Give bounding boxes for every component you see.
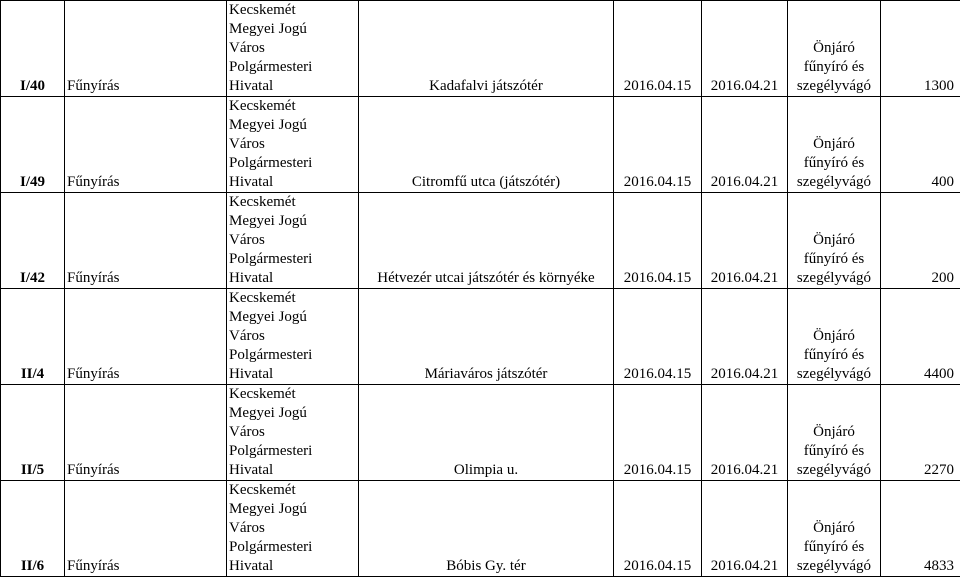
equipment-cell bbox=[788, 481, 881, 577]
quantity-cell: 4400 bbox=[881, 289, 960, 385]
organization-cell-line: Hivatal bbox=[229, 174, 274, 190]
location-cell: Hétvezér utcai játszótér és környéke bbox=[359, 193, 614, 289]
start-date-cell: 2016.04.15 bbox=[614, 193, 702, 289]
equipment-cell-line: Önjáró bbox=[813, 136, 855, 152]
equipment-cell-line: szegélyvágó bbox=[796, 78, 872, 94]
organization-cell-line: Kecskemét bbox=[229, 98, 296, 114]
organization-cell-line: Polgármesteri bbox=[229, 539, 313, 555]
organization-cell-line: Megyei Jogú bbox=[229, 309, 307, 325]
organization-cell bbox=[227, 193, 359, 289]
organization-cell-line: Polgármesteri bbox=[229, 251, 313, 267]
end-date-cell: 2016.04.21 bbox=[702, 193, 788, 289]
location-cell: Kadafalvi játszótér bbox=[359, 1, 614, 97]
quantity-cell: 4833 bbox=[881, 481, 960, 577]
equipment-cell bbox=[788, 385, 881, 481]
equipment-cell-line: Önjáró bbox=[813, 328, 855, 344]
equipment-cell-line: fűnyíró és bbox=[803, 443, 865, 459]
equipment-cell-line: Önjáró bbox=[813, 40, 855, 56]
organization-cell-line: Polgármesteri bbox=[229, 59, 313, 75]
task-cell: Fűnyírás bbox=[65, 97, 227, 193]
row-id: II/5 bbox=[1, 385, 65, 481]
location-cell: Bóbis Gy. tér bbox=[359, 481, 614, 577]
organization-cell bbox=[227, 97, 359, 193]
organization-cell-line: Kecskemét bbox=[229, 482, 296, 498]
row-id: I/49 bbox=[1, 97, 65, 193]
organization-cell-line: Város bbox=[229, 136, 265, 152]
equipment-cell-line: szegélyvágó bbox=[796, 462, 872, 478]
organization-cell-line: Hivatal bbox=[229, 558, 274, 574]
organization-cell-line: Megyei Jogú bbox=[229, 405, 307, 421]
table-row bbox=[1, 193, 960, 289]
table-row bbox=[1, 1, 960, 97]
task-cell: Fűnyírás bbox=[65, 385, 227, 481]
quantity-cell: 200 bbox=[881, 193, 960, 289]
row-id: I/42 bbox=[1, 193, 65, 289]
organization-cell-line: Kecskemét bbox=[229, 194, 296, 210]
table-row bbox=[1, 289, 960, 385]
task-cell: Fűnyírás bbox=[65, 1, 227, 97]
equipment-cell-line: fűnyíró és bbox=[803, 59, 865, 75]
task-cell: Fűnyírás bbox=[65, 481, 227, 577]
end-date-cell: 2016.04.21 bbox=[702, 1, 788, 97]
equipment-cell-line: szegélyvágó bbox=[796, 558, 872, 574]
equipment-cell-line: fűnyíró és bbox=[803, 155, 865, 171]
organization-cell-line: Megyei Jogú bbox=[229, 213, 307, 229]
organization-cell bbox=[227, 385, 359, 481]
organization-cell-line: Hivatal bbox=[229, 366, 274, 382]
organization-cell-line: Polgármesteri bbox=[229, 155, 313, 171]
table-row bbox=[1, 385, 960, 481]
organization-cell bbox=[227, 1, 359, 97]
start-date-cell: 2016.04.15 bbox=[614, 385, 702, 481]
row-id: II/4 bbox=[1, 289, 65, 385]
end-date-cell: 2016.04.21 bbox=[702, 289, 788, 385]
equipment-cell-line: Önjáró bbox=[813, 520, 855, 536]
organization-cell-line: Város bbox=[229, 232, 265, 248]
quantity-cell: 2270 bbox=[881, 385, 960, 481]
location-cell: Citromfű utca (játszótér) bbox=[359, 97, 614, 193]
equipment-cell-line: szegélyvágó bbox=[796, 366, 872, 382]
start-date-cell: 2016.04.15 bbox=[614, 289, 702, 385]
equipment-cell bbox=[788, 97, 881, 193]
organization-cell-line: Város bbox=[229, 424, 265, 440]
organization-cell-line: Város bbox=[229, 520, 265, 536]
start-date-cell: 2016.04.15 bbox=[614, 97, 702, 193]
organization-cell bbox=[227, 289, 359, 385]
table-row bbox=[1, 97, 960, 193]
task-cell: Fűnyírás bbox=[65, 193, 227, 289]
end-date-cell: 2016.04.21 bbox=[702, 97, 788, 193]
equipment-cell-line: szegélyvágó bbox=[796, 174, 872, 190]
equipment-cell bbox=[788, 289, 881, 385]
organization-cell-line: Hivatal bbox=[229, 462, 274, 478]
start-date-cell: 2016.04.15 bbox=[614, 481, 702, 577]
start-date-cell: 2016.04.15 bbox=[614, 1, 702, 97]
organization-cell-line: Hivatal bbox=[229, 78, 274, 94]
equipment-cell-line: fűnyíró és bbox=[803, 539, 865, 555]
task-cell: Fűnyírás bbox=[65, 289, 227, 385]
row-id: II/6 bbox=[1, 481, 65, 577]
organization-cell-line: Megyei Jogú bbox=[229, 117, 307, 133]
organization-cell-line: Polgármesteri bbox=[229, 347, 313, 363]
organization-cell bbox=[227, 481, 359, 577]
organization-cell-line: Kecskemét bbox=[229, 290, 296, 306]
equipment-cell-line: Önjáró bbox=[813, 424, 855, 440]
quantity-cell: 400 bbox=[881, 97, 960, 193]
table-row bbox=[1, 481, 960, 577]
equipment-cell-line: fűnyíró és bbox=[803, 347, 865, 363]
row-id: I/40 bbox=[1, 1, 65, 97]
equipment-cell-line: szegélyvágó bbox=[796, 270, 872, 286]
organization-cell-line: Kecskemét bbox=[229, 2, 296, 18]
organization-cell-line: Megyei Jogú bbox=[229, 501, 307, 517]
end-date-cell: 2016.04.21 bbox=[702, 385, 788, 481]
end-date-cell: 2016.04.21 bbox=[702, 481, 788, 577]
organization-cell-line: Város bbox=[229, 328, 265, 344]
organization-cell-line: Hivatal bbox=[229, 270, 274, 286]
equipment-cell-line: fűnyíró és bbox=[803, 251, 865, 267]
location-cell: Máriaváros játszótér bbox=[359, 289, 614, 385]
equipment-cell-line: Önjáró bbox=[813, 232, 855, 248]
organization-cell-line: Polgármesteri bbox=[229, 443, 313, 459]
organization-cell-line: Kecskemét bbox=[229, 386, 296, 402]
equipment-cell bbox=[788, 1, 881, 97]
quantity-cell: 1300 bbox=[881, 1, 960, 97]
organization-cell-line: Város bbox=[229, 40, 265, 56]
organization-cell-line: Megyei Jogú bbox=[229, 21, 307, 37]
equipment-cell bbox=[788, 193, 881, 289]
location-cell: Olimpia u. bbox=[359, 385, 614, 481]
